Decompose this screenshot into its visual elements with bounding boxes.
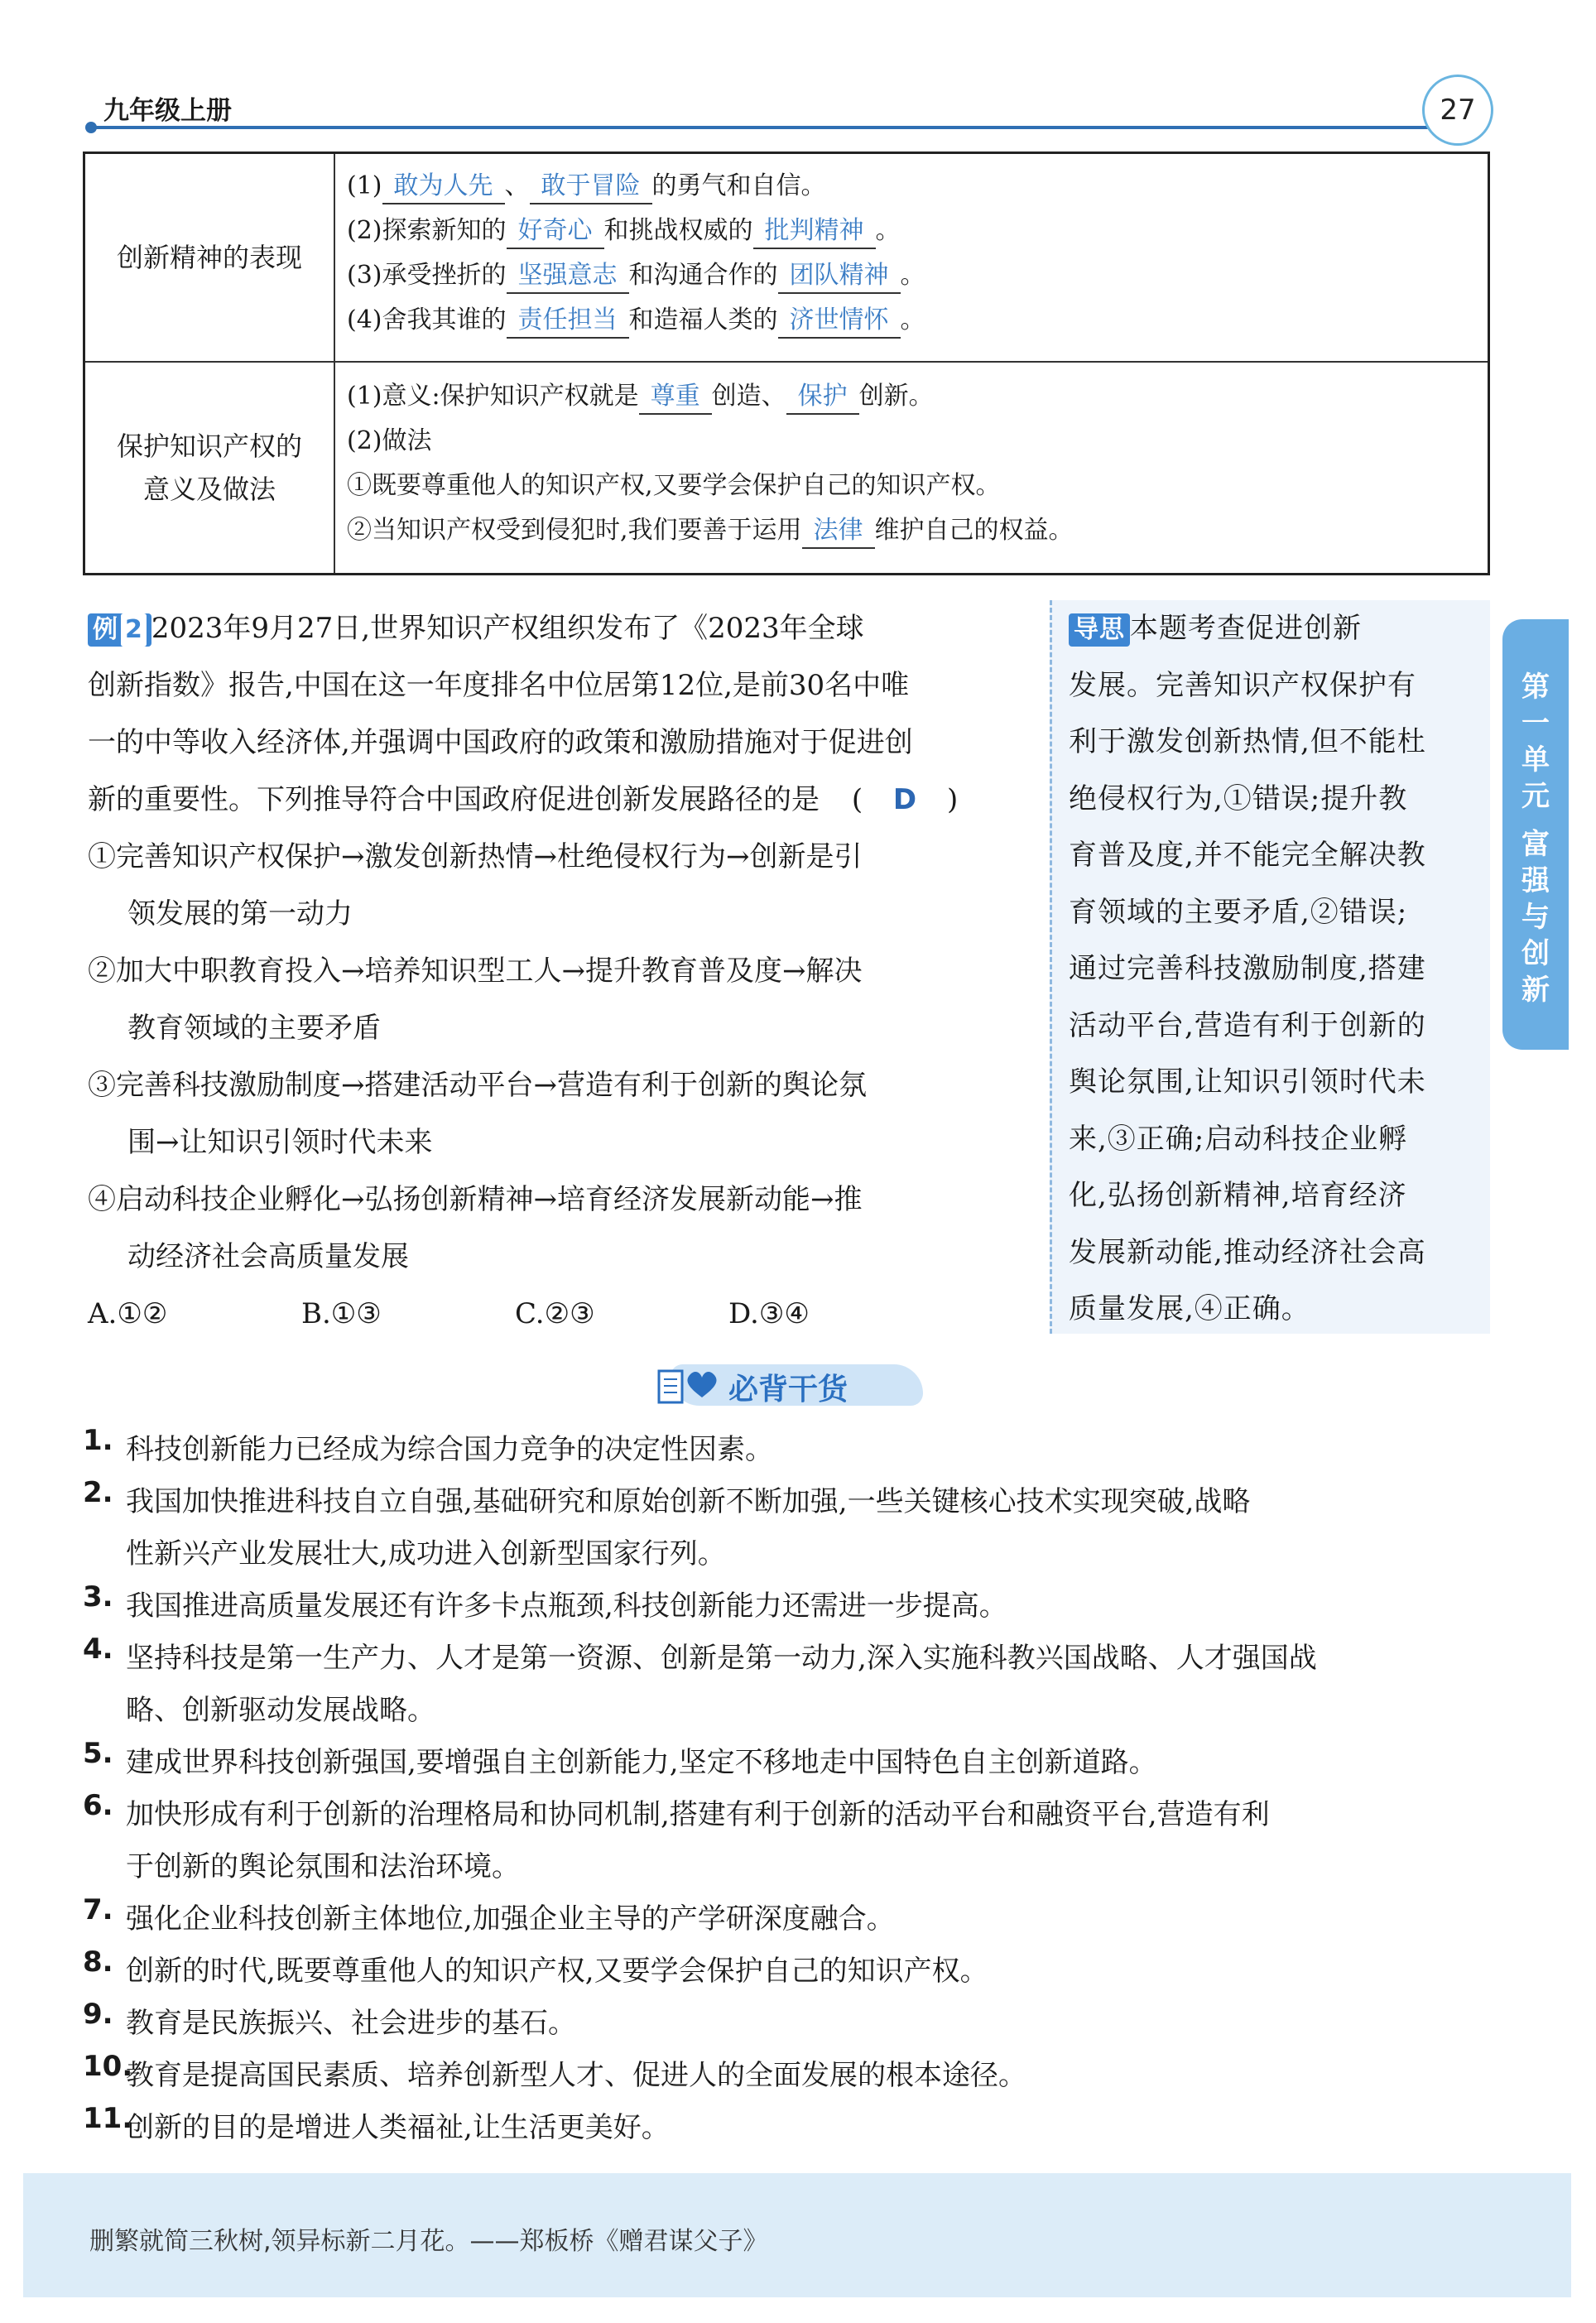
table-line: [347, 464, 1488, 508]
table-text: (1)意义:保护知识产权就是: [347, 382, 639, 411]
side-tab-char: 第: [1521, 671, 1550, 704]
list-item: [83, 1893, 1507, 1945]
guide-line: 育领域的主要矛盾,②错误;: [1069, 895, 1408, 929]
side-tab-char: 强: [1521, 864, 1550, 897]
table-line: [347, 209, 1488, 253]
choice-d: D.③④: [728, 1297, 810, 1330]
list-text: 强化企业科技创新主体地位,加强企业主导的产学研深度融合。: [126, 1902, 895, 1936]
list-text: 加快形成有利于创新的治理格局和协同机制,搭建有利于创新的活动平台和融资平台,营造有利: [126, 1798, 1270, 1831]
option-4: ④启动科技企业孵化→弘扬创新精神→培育经济发展新动能→推: [88, 1183, 863, 1216]
fill-blank-answer: 批判精神: [753, 214, 876, 249]
guide-line: 质量发展,④正确。: [1069, 1292, 1310, 1325]
table-text: (1): [347, 171, 382, 200]
header-rule: [89, 126, 1459, 129]
list-text: 坚持科技是第一生产力、人才是第一资源、创新是第一动力,深入实施科教兴国战略、人才强国战: [126, 1642, 1317, 1675]
table-text: 。: [900, 261, 925, 290]
list-text: 性新兴产业发展壮大,成功进入创新型国家行列。: [126, 1537, 726, 1570]
example-question: [88, 600, 1040, 1343]
list-item: [83, 1633, 1507, 1737]
guide-panel: [1050, 600, 1490, 1334]
table-text: ①既要尊重他人的知识产权,又要学会保护自己的知识产权。: [347, 471, 1001, 500]
row-content-ip-protection: [335, 374, 1488, 553]
table-text: (2)探索新知的: [347, 216, 507, 245]
header-rule-dot: [85, 122, 97, 133]
grade-label: 九年级上册: [103, 96, 232, 126]
table-text: 、: [504, 171, 530, 200]
list-item: [83, 1998, 1507, 2050]
fill-blank-answer: 团队精神: [778, 259, 901, 294]
guide-line: 舆论氛围,让知识引领时代未: [1069, 1065, 1426, 1099]
must-memorize-banner: [654, 1356, 927, 1414]
fill-blank-answer: 坚强意志: [507, 259, 629, 294]
list-text: 教育是提高国民素质、培养创新型人才、促进人的全面发展的根本途径。: [126, 2059, 1026, 2092]
table-text: 和挑战权威的: [603, 216, 753, 245]
summary-table: [83, 152, 1490, 575]
option-3-cont: 围→让知识引领时代未来: [127, 1126, 433, 1159]
guide-line: 化,弘扬创新精神,培育经济: [1069, 1179, 1407, 1212]
list-number: 11.: [83, 2102, 133, 2135]
fill-blank-answer: 尊重: [639, 380, 712, 415]
guide-line: 育普及度,并不能完全解决教: [1069, 839, 1426, 872]
table-text: 创造、: [711, 382, 786, 411]
side-tab-char: 元: [1521, 780, 1550, 813]
list-item: [83, 1424, 1507, 1476]
list-text: 创新的时代,既要尊重他人的知识产权,又要学会保护自己的知识产权。: [126, 1955, 988, 1988]
table-text: 和造福人类的: [628, 305, 778, 334]
question-stem-line: 创新指数》报告,中国在这一年度排名中位居第12位,是前30名中唯: [88, 669, 910, 702]
question-stem-line: 例 2 2023年9月27日,世界知识产权组织发布了《2023年全球: [88, 600, 1040, 657]
list-item: [83, 1580, 1507, 1633]
list-item: [83, 1476, 1507, 1580]
table-text: (3)承受挫折的: [347, 261, 507, 290]
choice-a: A.①②: [88, 1297, 168, 1330]
list-number: 7.: [83, 1893, 113, 1926]
table-text: 维护自己的权益。: [874, 516, 1074, 545]
table-text: 和沟通合作的: [628, 261, 778, 290]
list-text: 教育是民族振兴、社会进步的基石。: [126, 2007, 576, 2040]
table-text: (2)做法: [347, 426, 432, 455]
table-text: ②当知识产权受到侵犯时,我们要善于运用: [347, 516, 802, 545]
list-number: 1.: [83, 1424, 113, 1457]
side-tab-char: 与: [1521, 901, 1550, 934]
fill-blank-answer: 敢于冒险: [530, 170, 652, 204]
list-text: 略、创新驱动发展战略。: [126, 1694, 435, 1727]
list-number: 6.: [83, 1789, 113, 1822]
choice-row: [88, 1286, 1040, 1343]
guide-line: 发展新动能,推动经济社会高: [1069, 1235, 1426, 1269]
guide-line: 绝侵权行为,①错误;提升教: [1069, 782, 1408, 815]
list-number: 9.: [83, 1998, 113, 2031]
guide-line: 利于激发创新热情,但不能杜: [1069, 725, 1426, 758]
side-tab-char: 新: [1521, 974, 1550, 1007]
footer-quote: 删繁就简三秋树,领异标新二月花。——郑板桥《赠君谋父子》: [89, 2227, 768, 2256]
option-2-cont: 教育领域的主要矛盾: [127, 1012, 381, 1045]
choice-b: B.①③: [301, 1297, 382, 1330]
unit-side-tab: [1502, 619, 1569, 1050]
list-item: [83, 1789, 1507, 1893]
list-item: [83, 1945, 1507, 1998]
table-line: [347, 298, 1488, 343]
guide-line: 活动平台,营造有利于创新的: [1069, 1008, 1426, 1042]
side-tab-char: 创: [1521, 937, 1550, 970]
list-text: 我国推进高质量发展还有许多卡点瓶颈,科技创新能力还需进一步提高。: [126, 1590, 1007, 1623]
page-number: 27: [1422, 75, 1493, 146]
fill-blank-answer: 好奇心: [507, 214, 604, 249]
table-line: [347, 164, 1488, 209]
list-text: 科技创新能力已经成为综合国力竞争的决定性因素。: [126, 1433, 773, 1466]
option-2: ②加大中职教育投入→培养知识型工人→提升教育普及度→解决: [88, 955, 863, 988]
table-text: 。: [900, 305, 925, 334]
table-line: [347, 508, 1488, 553]
answer-value: D: [892, 783, 917, 816]
guide-line: 导思 本题考查促进创新: [1069, 600, 1490, 657]
list-item: [83, 2050, 1507, 2102]
list-number: 4.: [83, 1633, 113, 1666]
list-number: 3.: [83, 1580, 113, 1614]
option-3: ③完善科技激励制度→搭建活动平台→营造有利于创新的舆论氛: [88, 1069, 867, 1102]
fill-blank-answer: 责任担当: [507, 304, 629, 339]
list-item: [83, 2102, 1507, 2154]
table-line: [347, 374, 1488, 419]
list-text: 建成世界科技创新强国,要增强自主创新能力,坚定不移地走中国特色自主创新道路。: [126, 1746, 1157, 1779]
choice-c: C.②③: [515, 1297, 595, 1330]
list-number: 10.: [83, 2050, 133, 2083]
table-line: [347, 419, 1488, 464]
list-text: 于创新的舆论氛围和法治环境。: [126, 1850, 520, 1883]
guide-badge: 导思: [1069, 613, 1130, 647]
guide-line: 发展。完善知识产权保护有: [1069, 668, 1416, 702]
table-text: (4)舍我其谁的: [347, 305, 507, 334]
table-text: 。: [875, 216, 901, 245]
option-1-cont: 领发展的第一动力: [127, 897, 353, 931]
list-text: 我国加快推进科技自立自强,基础研究和原始创新不断加强,一些关键核心技术实现突破,战略: [126, 1485, 1251, 1518]
banner-title: 必背干货: [728, 1373, 848, 1407]
question-stem-line: 一的中等收入经济体,并强调中国政府的政策和激励措施对于促进创: [88, 726, 913, 759]
list-text: 创新的目的是增进人类福祉,让生活更美好。: [126, 2111, 670, 2144]
list-number: 2.: [83, 1476, 113, 1509]
table-line: [347, 253, 1488, 298]
option-4-cont: 动经济社会高质量发展: [127, 1240, 409, 1273]
side-tab-char: 一: [1521, 707, 1550, 740]
list-item: [83, 1737, 1507, 1789]
question-stem-line: 新的重要性。下列推导符合中国政府促进创新发展路径的是 ( D ): [88, 783, 959, 816]
table-text: 创新。: [858, 382, 934, 411]
option-1: ①完善知识产权保护→激发创新热情→杜绝侵权行为→创新是引: [88, 840, 863, 873]
side-tab-char: 富: [1521, 828, 1550, 861]
fill-blank-answer: 济世情怀: [778, 304, 901, 339]
fill-blank-answer: 法律: [802, 514, 875, 549]
guide-line: 通过完善科技激励制度,搭建: [1069, 952, 1426, 985]
list-number: 8.: [83, 1945, 113, 1979]
example-badge: 例 2: [88, 613, 151, 647]
book-heart-icon: [654, 1359, 725, 1409]
guide-line: 来,③正确;启动科技企业孵: [1069, 1122, 1408, 1156]
fill-blank-answer: 敢为人先: [382, 170, 505, 204]
key-points-list: [83, 1424, 1507, 2154]
row-label-innovation-spirit: 创新精神的表现: [85, 154, 335, 361]
list-number: 5.: [83, 1737, 113, 1770]
fill-blank-answer: 保护: [786, 380, 859, 415]
table-text: 的勇气和自信。: [651, 171, 826, 200]
side-tab-char: 单: [1521, 743, 1550, 777]
row-label-ip-protection: 保护知识产权的 意义及做法: [85, 363, 335, 573]
row-content-innovation-spirit: [335, 164, 1488, 343]
